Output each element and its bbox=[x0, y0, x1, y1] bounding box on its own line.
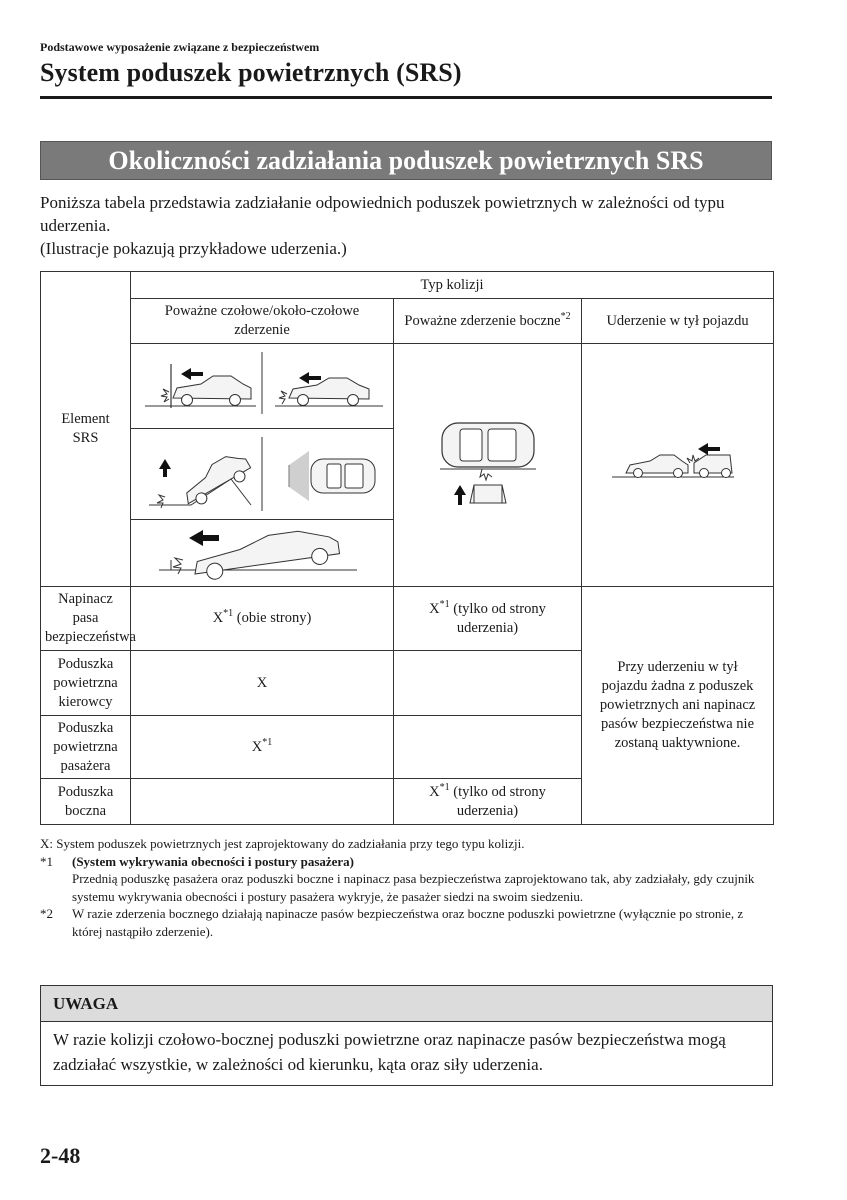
cell-seatbelt-frontal: $X^{*1}$ (obie strony) bbox=[131, 587, 394, 651]
col-rear-header: Uderzenie w tył pojazdu bbox=[582, 299, 774, 344]
cell-side-airbag-frontal bbox=[131, 779, 394, 825]
warning-box bbox=[40, 985, 773, 1086]
arrow-left-icon bbox=[299, 372, 321, 384]
warning-heading: UWAGA bbox=[41, 986, 772, 1022]
col-frontal-header: Poważne czołowe/około-czołowe zderzenie bbox=[131, 299, 394, 344]
cell-seatbelt-side: $X^{*1}$ (tylko od strony uderzenia) bbox=[394, 587, 582, 651]
row-label-seatbelt: Napinacz pasa bezpieczeństwa bbox=[41, 587, 131, 651]
airbag-table bbox=[40, 271, 774, 825]
cell-passenger-side bbox=[394, 716, 582, 779]
frontal-illustration-3 bbox=[131, 520, 394, 587]
footnote-1 bbox=[40, 853, 775, 906]
car-top-icon bbox=[440, 423, 536, 469]
car-top-icon bbox=[311, 459, 375, 493]
frontal-illustration-2 bbox=[131, 429, 394, 520]
intro-text bbox=[40, 191, 775, 260]
page-title: System poduszek powietrznych (SRS) bbox=[40, 58, 462, 87]
impact-burst-icon bbox=[161, 389, 169, 402]
collision-type-header: Typ kolizji bbox=[131, 272, 774, 299]
breadcrumb: Podstawowe wyposażenie związane z bezpieczeństwem bbox=[40, 40, 320, 54]
cell-side-airbag-side: $X^{*1}$ (tylko od strony uderzenia) bbox=[394, 779, 582, 825]
arrow-left-icon bbox=[181, 368, 203, 380]
section-banner: Okoliczności zadziałania poduszek powietrznych SRS bbox=[40, 141, 772, 180]
impact-burst-icon bbox=[173, 558, 183, 574]
footnote-1-title: (System wykrywania obecności i postury pasażera) bbox=[72, 853, 355, 869]
frontal-illustration-1 bbox=[131, 344, 394, 429]
car-side-icon bbox=[275, 378, 383, 406]
impact-burst-icon bbox=[480, 469, 492, 480]
car-side-icon bbox=[191, 526, 341, 582]
car-side-icon bbox=[694, 455, 732, 478]
rear-illustration bbox=[582, 344, 774, 587]
side-illustration bbox=[394, 344, 582, 587]
footnote-1-mark: *1 bbox=[40, 853, 53, 869]
arrow-left-icon bbox=[189, 530, 219, 546]
cell-rear-note: Przy uderzeniu w tył pojazdu żadna z poduszek powietrznych ani napinacz pasów bezpieczeństwa nie zostaną uaktywnione. bbox=[582, 587, 774, 825]
car-side-icon bbox=[177, 449, 254, 511]
cell-driver-frontal: X bbox=[131, 651, 394, 716]
row-label-driver-airbag: Poduszka powietrzna kierowcy bbox=[41, 651, 131, 716]
car-side-icon bbox=[145, 364, 256, 408]
car-side-icon bbox=[626, 455, 688, 478]
footnote-2 bbox=[40, 905, 775, 940]
arrow-up-icon bbox=[454, 485, 466, 505]
intro-note: (Ilustracje pokazują przykładowe uderzenia.) bbox=[40, 239, 347, 258]
arrow-up-icon bbox=[159, 459, 171, 477]
x-legend-note: X: System poduszek powietrznych jest zaprojektowany do zadziałania przy tego typu kolizji. bbox=[40, 836, 525, 851]
page-number: 2-48 bbox=[40, 1143, 81, 1168]
footnote-1-text: Przednią poduszkę pasażera oraz poduszki boczne i napinacz pasa bezpieczeństwa zaprojektowano tak, aby zadziałały, gdy czujnik systemu wykrywania obecności i postury pasażera wykryje, że pasażer siedzi na swoim siedzeniu. bbox=[72, 871, 755, 904]
arrow-left-icon bbox=[698, 443, 720, 455]
row-label-side-airbag: Poduszka boczna bbox=[41, 779, 131, 825]
row-label-passenger-airbag: Poduszka powietrzna pasażera bbox=[41, 716, 131, 779]
warning-text: W razie kolizji czołowo-bocznej poduszki powietrzne oraz napinacze pasów bezpieczeństwa mogą zadziałać wszystkie, w zależności od kierunku, kąta oraz siły uderzenia. bbox=[53, 1030, 726, 1074]
footnote-2-mark: *2 bbox=[40, 906, 53, 921]
cell-passenger-frontal: $X^{*1}$ bbox=[131, 716, 394, 779]
impact-burst-icon bbox=[279, 391, 287, 404]
sensor-cone-icon bbox=[289, 451, 309, 501]
element-srs-header: Element SRS bbox=[41, 272, 131, 587]
col-side-header: Poważne zderzenie boczne$^{*2}$ bbox=[394, 299, 582, 344]
intro-paragraph: Poniższa tabela przedstawia zadziałanie odpowiednich poduszek powietrznych w zależności od typu uderzenia. bbox=[40, 193, 725, 235]
cell-driver-side bbox=[394, 651, 582, 716]
footnotes bbox=[40, 835, 775, 940]
footnote-2-text: W razie zderzenia bocznego działają napinacze pasów bezpieczeństwa oraz boczne poduszki powietrzne (wyłącznie po stronie, z której nastąpiło zderzenie). bbox=[72, 906, 744, 939]
car-top-icon bbox=[470, 485, 506, 503]
impact-burst-icon bbox=[157, 495, 165, 508]
title-divider bbox=[40, 96, 772, 99]
